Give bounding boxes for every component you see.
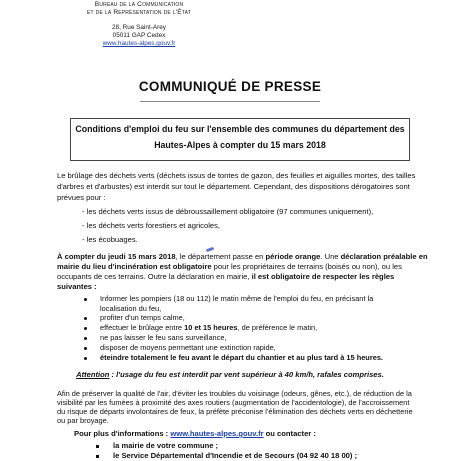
page-title: COMMUNIQUÉ DE PRESSE — [138, 79, 322, 94]
website-link[interactable]: www.hautes-alpes.gouv.fr — [102, 40, 176, 47]
rule-3: effectuer le brûlage entre 10 et 15 heures, de préférence le matin, — [100, 323, 318, 332]
address-street: 28, Rue Saint-Arey — [112, 24, 166, 31]
rule-bullet — [84, 327, 87, 330]
exception-item-3: - les écobuages. — [82, 235, 138, 244]
rule-6: éteindre totalement le feu avant le départ du chantier et au plus tard à 15 heures. — [100, 353, 383, 362]
closing-line1: Afin de préserver la qualité de l'air, d'éviter les troubles du voisinage (odeurs, gênes, etc.), de réduction de la — [57, 389, 412, 398]
orange-line2: mairie du lieu d'incinération est obligatoire pour les propriétaires de terrains (boisés ou non), ou les — [57, 262, 402, 271]
intro-line3: prévues pour : — [57, 193, 106, 202]
intro-line1: Le brûlage des déchets verts (déchets issus de tontes de gazon, des feuilles et aiguilles mortes, des tailles — [57, 171, 416, 180]
contact-intro: Pour plus d'informations : www.hautes-alpes.gouv.fr ou contacter : — [74, 429, 316, 438]
title-underline — [140, 101, 320, 102]
subject-line1: Conditions d'emploi du feu sur l'ensemble des communes du département des — [75, 124, 405, 134]
rule-bullet — [84, 337, 87, 340]
contact-website-link[interactable]: www.hautes-alpes.gouv.fr — [170, 429, 264, 438]
closing-line3: du risque de départs involontaires de feux, la préfète préconise l'élimination des déchets verts en déchetterie — [57, 407, 413, 416]
rule-bullet — [84, 317, 87, 320]
rule-bullet — [84, 347, 87, 350]
contact-item-1: la mairie de votre commune ; — [113, 441, 219, 450]
rule-5: disposer de moyens permettant une extinction rapide, — [100, 343, 276, 352]
rule-1a: Informer les pompiers (18 ou 112) le matin même de l'emploi du feu, en précisant la — [100, 294, 374, 303]
attention-note: Attention : l'usage du feu est interdit par vent supérieur à 40 km/h, rafales comprises. — [76, 370, 384, 379]
closing-line2: visibilité par les fumées à proximité des axes routiers (augmentation de l'accidentologie), de l'accroissement — [57, 398, 410, 407]
exception-item-2: - les déchets verts forestiers et agricoles, — [82, 221, 221, 230]
orange-line4: suivantes : — [57, 282, 97, 291]
orange-line3: occupants de ces terrains. Outre la déclaration en mairie, il est obligatoire de respecter les règles — [57, 272, 395, 281]
contact-bullet — [96, 445, 99, 448]
address-city: 05011 GAP Cedex — [112, 32, 166, 39]
rule-1b: localisation du feu, — [100, 304, 162, 313]
rule-bullet — [84, 298, 87, 301]
rule-bullet — [84, 357, 87, 360]
closing-line4: ou par broyage. — [57, 416, 109, 425]
subject-line2: Hautes-Alpes à compter du 15 mars 2018 — [154, 140, 326, 150]
intro-line2: d'arbres et d'arbustes) est interdit sur tout le département. Cependant, des dispositions dérogatoires sont — [57, 182, 410, 191]
rule-4: ne pas laisser le feu sans surveillance, — [100, 333, 227, 342]
contact-item-2: le Service Départemental d'Incendie et de Secours (04 92 40 18 00) ; — [113, 451, 358, 460]
exception-item-1: - les déchets verts issus de débroussaillement obligatoire (97 communes uniquement), — [82, 207, 374, 216]
org-name-line2: et de la Représentation de l'État — [87, 9, 191, 16]
rule-2: profiter d'un temps calme, — [100, 313, 185, 322]
orange-line1: À compter du jeudi 15 mars 2018, le département passe en période orange. Une déclaration préalable en — [57, 252, 428, 261]
org-name-line1: Bureau de la Communication — [94, 1, 184, 8]
contact-bullet — [96, 455, 99, 458]
